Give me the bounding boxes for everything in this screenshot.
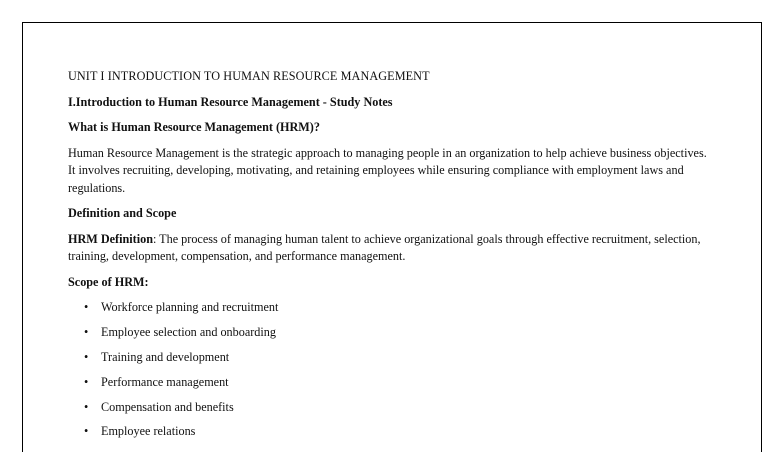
list-item: [68, 349, 708, 367]
list-item: [68, 299, 708, 317]
bullet-icon: •: [84, 324, 89, 339]
intro-paragraph: Human Resource Management is the strategic approach to managing people in an organization to help achieve business objectives. It involves recruiting, developing, motivating, and retaining employees while ensuring compliance with employment laws and regulations.: [68, 145, 707, 195]
definition-paragraph: [68, 231, 708, 266]
list-item-text: Workforce planning and recruitment: [101, 300, 279, 314]
list-item: [68, 423, 708, 441]
list-item-text: Training and development: [101, 349, 230, 364]
definition-term: HRM Definition: [68, 231, 153, 246]
list-item: [68, 399, 708, 417]
list-item-text: Employee relations: [101, 424, 196, 439]
scope-heading: Scope of HRM:: [68, 274, 149, 289]
bullet-icon: •: [84, 349, 89, 364]
scope-list: [68, 299, 708, 441]
bullet-icon: •: [84, 374, 89, 389]
definition-text: : The process of managing human talent to achieve organizational goals through effective recruitment, selection, training, development, compensation, and performance management.: [68, 231, 701, 263]
bullet-icon: •: [84, 300, 89, 314]
list-item-text: Employee selection and onboarding: [101, 324, 276, 339]
section-title: I.Introduction to Human Resource Management - Study Notes: [68, 94, 393, 109]
document-page: [22, 22, 762, 452]
document-content: [68, 68, 708, 448]
unit-title: UNIT I INTRODUCTION TO HUMAN RESOURCE MANAGEMENT: [68, 69, 430, 83]
list-item: [68, 374, 708, 392]
bullet-icon: •: [84, 424, 89, 439]
bullet-icon: •: [84, 399, 89, 414]
definition-scope-heading: Definition and Scope: [68, 206, 177, 220]
list-item: [68, 324, 708, 342]
list-item-text: Performance management: [101, 374, 229, 389]
list-item-text: Compensation and benefits: [101, 399, 234, 414]
question-heading: What is Human Resource Management (HRM)?: [68, 120, 320, 134]
